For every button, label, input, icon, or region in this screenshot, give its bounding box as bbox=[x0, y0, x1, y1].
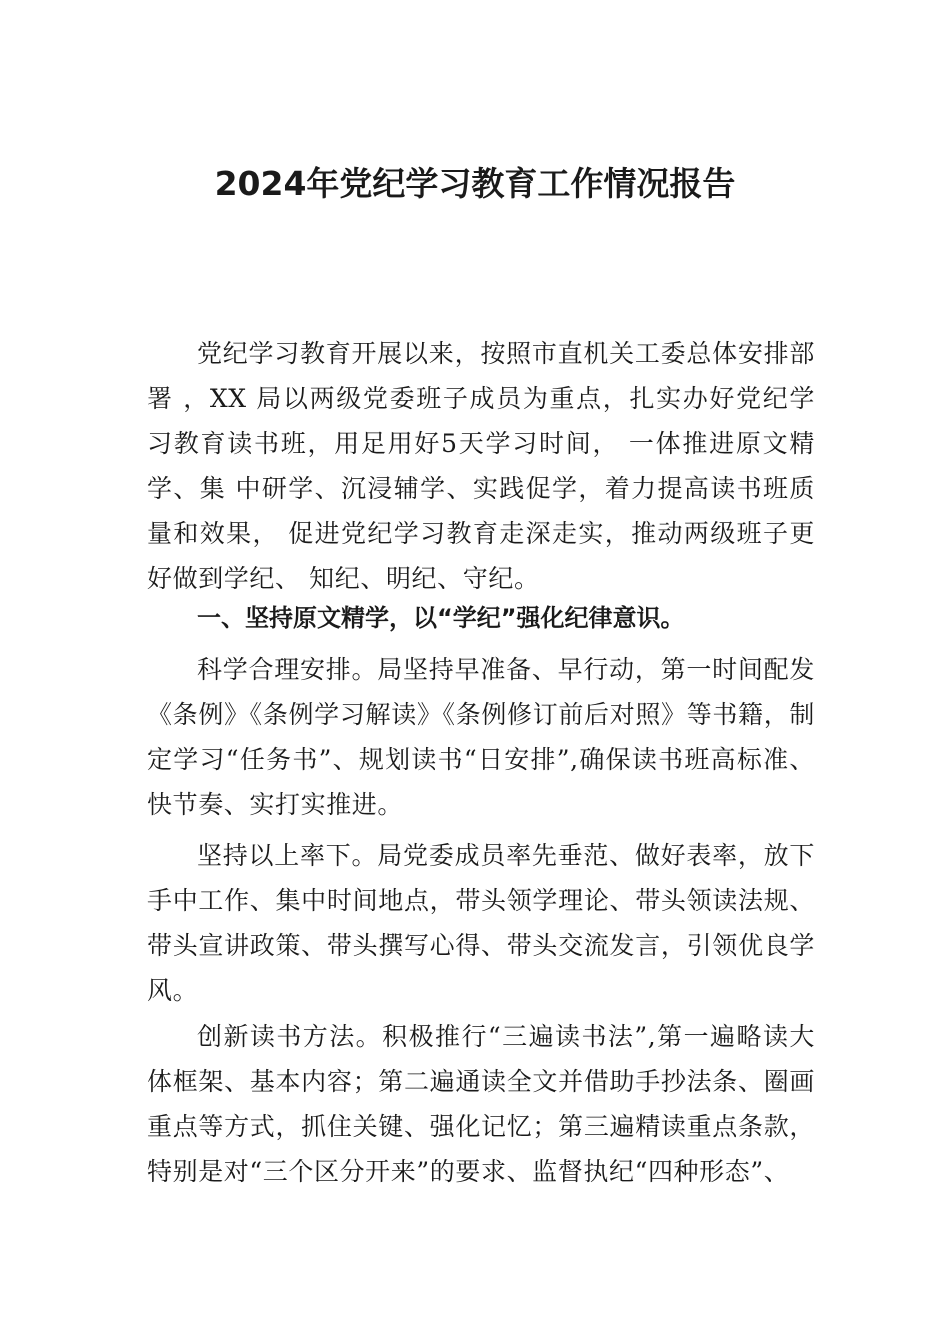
body-paragraph: 创新读书方法。积极推行“三遍读书法”,第一遍略读大体框架、基本内容；第二遍通读全文并借助手抄法条、圈画重点等方式，抓住关键、强化记忆；第三遍精读重点条款，特别是对“三个区分开来”的要求、监督执纪“四种形态”、 bbox=[147, 1022, 815, 1186]
document-title: 2024年党纪学习教育工作情况报告 bbox=[214, 164, 736, 203]
body-paragraph: 坚持以上率下。局党委成员率先垂范、做好表率，放下手中工作、集中时间地点，带头领学理论、带头领读法规、带头宣讲政策、带头撰写心得、带头交流发言，引领优良学风。 bbox=[147, 841, 815, 1005]
intro-paragraph: 党纪学习教育开展以来，按照市直机关工委总体安排部署 ，XX 局以两级党委班子成员为重点，扎实办好党纪学习教育读书班，用足用好5天学习时间， 一体推进原文精学、集 中研学、沉浸辅学、实践促学，着力提高读书班质量和效果， 促进党纪学习教育走深走实，推动两级班子更好做到学纪、 知纪、明纪、守纪。 bbox=[147, 339, 815, 593]
body-paragraph: 科学合理安排。局坚持早准备、早行动，第一时间配发《条例》《条例学习解读》《条例修订前后对照》等书籍，制定学习“任务书”、规划读书“日安排”,确保读书班高标准、快节奏、实打实推进。 bbox=[147, 655, 815, 819]
section-heading: 一、坚持原文精学，以“学纪”强化纪律意识。 bbox=[197, 604, 685, 632]
